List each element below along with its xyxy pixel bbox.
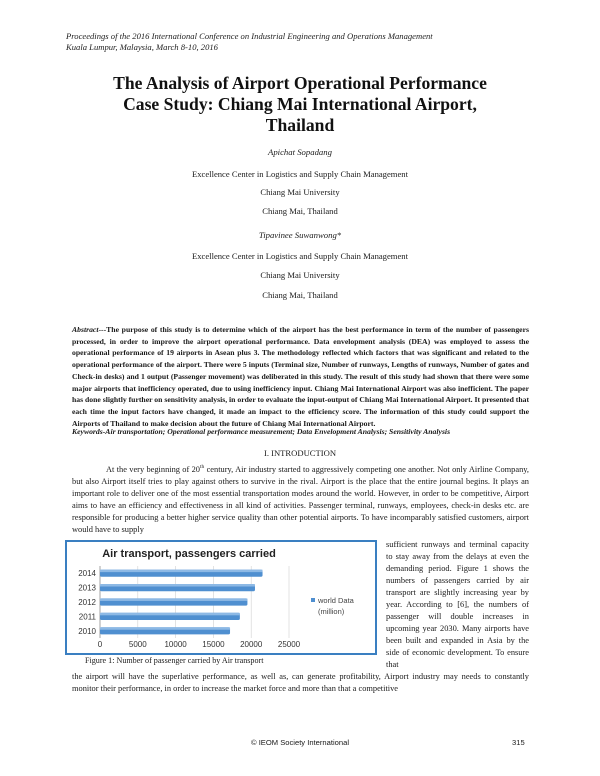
- abstract-label: Abstract: [72, 325, 99, 334]
- figure-1-chart: [65, 540, 377, 655]
- bar-highlight-2012: [100, 598, 247, 601]
- intro-paragraph-1: [72, 464, 529, 536]
- chart-legend: [311, 596, 355, 616]
- title-line-3: Thailand: [265, 115, 335, 135]
- intro-paragraph-2: the airport will have the superlative performance, as well as, can generate profitability, Airport industry may needs to constantly monitor their performance, in order to increase the market force and more than that a competitive: [72, 672, 529, 693]
- x-tick-label: 20000: [240, 640, 263, 649]
- header-line-1: Proceedings of the 2016 International Conference on Industrial Engineering and Operations Management: [66, 31, 433, 41]
- y-tick-label: 2013: [78, 583, 96, 593]
- section-heading: I. INTRODUCTION: [263, 448, 337, 458]
- y-tick-label: 2012: [78, 598, 96, 607]
- page-number: 315: [512, 738, 525, 747]
- author-1-location: Chiang Mai, Thailand: [262, 206, 338, 216]
- author-1-institution: Chiang Mai University: [260, 187, 340, 197]
- legend-swatch: [311, 598, 315, 602]
- legend-label-line-1: world Data: [318, 596, 354, 605]
- author-name-2: Tipavinee Suwanwong*: [258, 230, 342, 240]
- x-tick-label: 25000: [277, 640, 301, 649]
- bar-highlight-2014: [100, 570, 263, 573]
- bar-highlight-2010: [100, 627, 230, 630]
- y-tick-label: 2011: [78, 612, 96, 622]
- footer-copyright: © IEOM Society International: [250, 738, 350, 747]
- intro-p1-rest: century, Air industry started to aggressively competing one another. Not only Airline Company, but also Airport itself tries to play against others to survive in the rival. Airport is the place that the entire journal begins. It plays an important role to deliver one of the most essential transportation modes around the world. However, in order to be competitive, Airport aims to have an efficiency and effectiveness in all kind of activities. Passenger terminal, runways, employees, check-in desks etc. are responsible for producing a better higher service quality than other potential airports. To have incomparably satisfied customers, airport would have to supply: [72, 465, 529, 534]
- header-line-2: Kuala Lumpur, Malaysia, March 8-10, 2016: [66, 42, 218, 52]
- intro-p1-sup: th: [199, 464, 205, 471]
- bar-chart-svg: [67, 542, 375, 653]
- keywords: Keywords-Air transportation; Operational performance measurement; Data Envelopment Analysis; Sensitivity Analysis: [72, 427, 451, 436]
- y-tick-label: 2014: [78, 569, 96, 579]
- author-2-affiliation: Excellence Center in Logistics and Supply Chain Management: [192, 251, 408, 261]
- y-tick-label: 2010: [78, 626, 96, 636]
- chart-bars: [100, 570, 263, 635]
- legend-label-line-2: (million): [318, 607, 345, 616]
- proceedings-header: [66, 31, 433, 53]
- author-2-institution: Chiang Mai University: [260, 270, 340, 280]
- bar-highlight-2013: [100, 584, 255, 587]
- chart-axes: [78, 566, 300, 649]
- author-2-location: Chiang Mai, Thailand: [262, 290, 338, 300]
- x-tick-label: 15000: [202, 640, 225, 649]
- x-tick-label: 10000: [164, 640, 187, 649]
- x-tick-label: 5000: [128, 640, 147, 649]
- title-line-1: The Analysis of Airport Operational Performance: [113, 73, 487, 93]
- paper-title: [40, 73, 560, 136]
- intro-side-text: sufficient runways and terminal capacity to stay away from the delays at even the demanding period. Figure 1 shows the numbers of passengers carried by air transport are slightly increasing year by year. According to [6], the numbers of passenger will double increases in upcoming year 2030. Many airports have been built and expanded in Asia by the side of economic development. To ensure that: [386, 540, 529, 669]
- intro-p1-start: At the very beginning of 20: [106, 465, 200, 474]
- title-line-2: Case Study: Chiang Mai International Airport,: [123, 94, 477, 114]
- author-1-affiliation: Excellence Center in Logistics and Supply Chain Management: [192, 169, 408, 179]
- figure-caption: Figure 1: Number of passenger carried by Air transport: [85, 656, 264, 665]
- chart-title: Air transport, passengers carried: [102, 548, 276, 560]
- x-tick-label: 0: [97, 640, 103, 649]
- bar-highlight-2011: [100, 613, 240, 616]
- abstract-text: ---The purpose of this study is to determine which of the airport has the best performance in term of the number of passengers processed, in order to improve the airport operational performance. Data envelopment analysis (DEA) was employed to assess the operational performance of 19 airports in Asean plus 3. The methodology reflected which factors that was significant and related to the operational performance of the airport. There were 5 inputs (Terminal size, Number of runways, Lengths of runways, Number of gates and Check-in desks) and 1 output (Passenger movement) was deliberated in this study. The result of this study had shown that there were some major airports that inefficiency operated, due to using inefficiency input. Chiang Mai International Airport was also inefficient. The paper has done slightly further on sensitivity analysis, in order to evaluate the input-output of Chiang Mai International Airport. It presented that each time the input factors have changed, it made an impact to the efficiency score. The information of this study could support the Airports of Thailand to make decision about the future of Chiang Mai International Airport.: [72, 325, 530, 428]
- abstract: [72, 324, 529, 429]
- author-name-1: Apichat Sopadang: [268, 147, 332, 157]
